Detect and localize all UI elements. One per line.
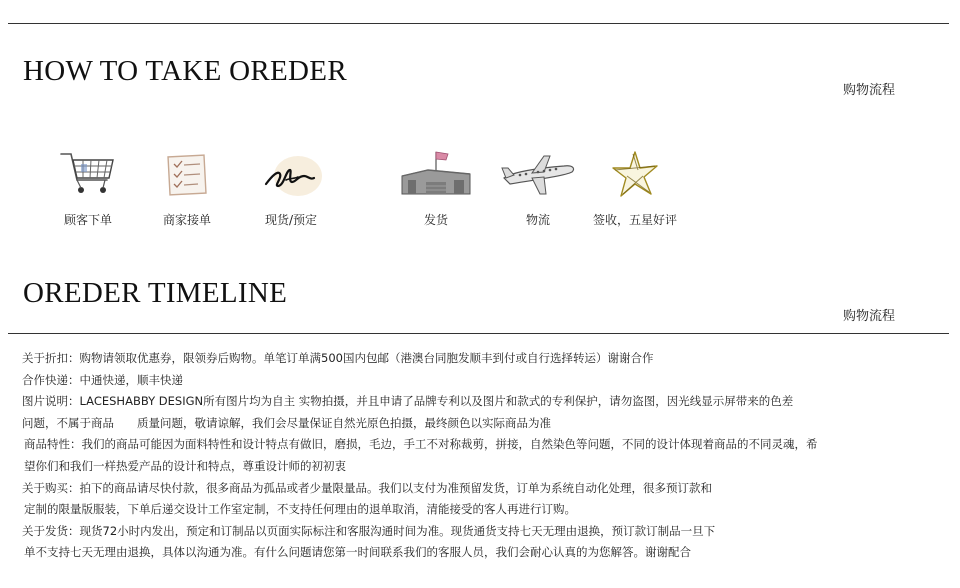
step-place-order — [33, 140, 143, 235]
step-logistics — [483, 140, 593, 235]
top-divider — [8, 23, 949, 24]
shopping-process-label: 购物流程 — [842, 309, 895, 324]
order-timeline-title: OREDER TIMELINE — [23, 277, 288, 309]
middle-divider — [8, 333, 949, 334]
note-product-traits-cont: 望你们和我们一样热爱产品的设计和特点，尊重设计师的初初衷 — [24, 458, 346, 473]
note-product-traits: 商品特性：我们的商品可能因为面料特性和设计特点有做旧，磨损，毛边，手工不对称裁剪，拼接，自然染色等问题，不同的设计体现着商品的不同灵魂，希 — [24, 437, 818, 452]
signature-icon — [256, 146, 326, 202]
note-shipping-cont: 单不支持七天无理由退换，具体以沟通为准。有什么问题请您第一时间联系我们的客服人员，我们会耐心认真的为您解答。谢谢配合 — [24, 545, 691, 560]
step-shipping — [381, 140, 491, 235]
step-signed-five-star — [580, 140, 690, 235]
star-icon — [607, 146, 663, 202]
step-label: 顾客下单 — [63, 213, 112, 227]
note-shipping: 关于发货：现货72小时内发出，预定和订制品以页面实际标注和客服沟通时间为准。现货通货支持七天无理由退换，预订款订制品一旦下 — [22, 523, 716, 538]
how-to-order-title: HOW TO TAKE OREDER — [23, 55, 347, 87]
note-purchase: 关于购买：拍下的商品请尽快付款，很多商品为孤品或者少量限量品。我们以支付为准预留发货，订单为系统自动化处理，很多预订款和 — [22, 480, 712, 495]
airplane-icon — [498, 146, 578, 202]
step-label: 现货/预定 — [264, 213, 318, 227]
note-photos: 图片说明：LACESHABBY DESIGN所有图片均为自主 实物拍摄，并且申请了品牌专利以及图片和款式的专利保护，请勿盗图，因光线显示屏带来的色差 — [22, 394, 794, 409]
note-couriers: 合作快递：中通快递，顺丰快递 — [22, 372, 183, 387]
shopping-process-label: 购物流程 — [842, 83, 895, 98]
factory-icon — [398, 146, 474, 202]
note-photos-cont: 问题，不属于商品 质量问题，敬请谅解，我们会尽量保证自然光原色拍摄，最终颜色以实际商品为准 — [22, 415, 551, 430]
checklist-icon — [162, 146, 212, 202]
step-label: 商家接单 — [162, 213, 211, 227]
step-label: 签收，五星好评 — [592, 213, 677, 227]
shopping-cart-icon — [57, 146, 119, 202]
order-steps — [0, 140, 960, 235]
step-merchant-accepts — [132, 140, 242, 235]
step-stock-or-preorder — [236, 140, 346, 235]
step-label: 发货 — [423, 213, 448, 227]
note-discount: 关于折扣：购物请领取优惠券，限领券后购物。单笔订单满500国内包邮（港澳台同胞发顺丰到付或自行选择转运）谢谢合作 — [22, 351, 654, 365]
policy-notes — [22, 348, 922, 564]
step-label: 物流 — [525, 213, 550, 227]
note-purchase-cont: 定制的限量版服装，下单后递交设计工作室定制，不支持任何理由的退单取消，清能接受的客人再进行订购。 — [24, 502, 576, 517]
